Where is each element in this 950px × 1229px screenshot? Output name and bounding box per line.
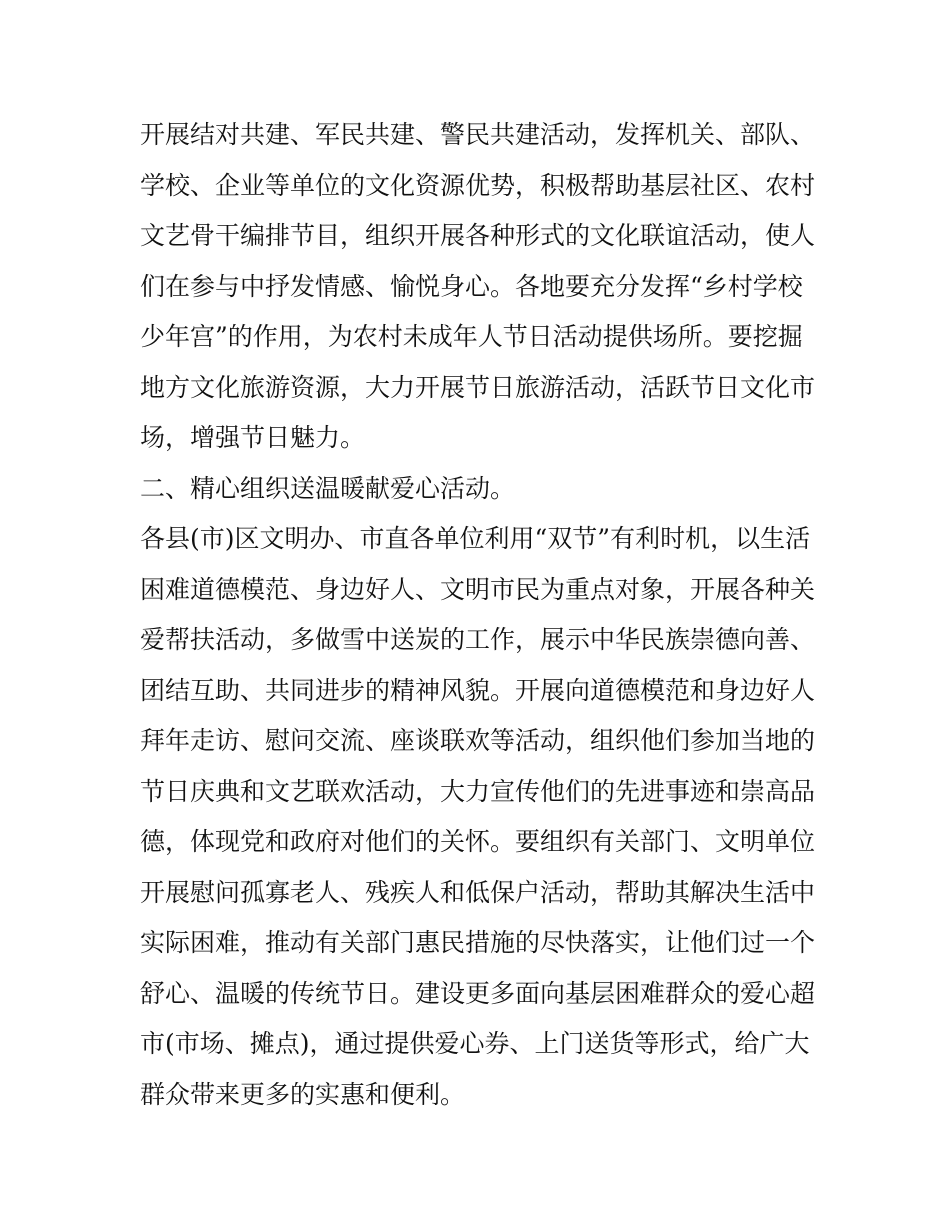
text-line: 各县(市)区文明办、市直各单位利用“双节”有利时机，以生活 — [140, 524, 811, 553]
text-line: 市(市场、摊点)，通过提供爱心券、上门送货等形式，给广大 — [140, 1029, 810, 1058]
text-line: 地方文化旅游资源，大力开展节日旅游活动，活跃节日文化市 — [140, 372, 816, 402]
text-line: 开展慰问孤寡老人、残疾人和低保户活动，帮助其解决生活中 — [140, 877, 816, 907]
text-line: 德，体现党和政府对他们的关怀。要组织有关部门、文明单位 — [140, 827, 816, 856]
text-line: 少年宫”的作用，为农村未成年人节日活动提供场所。要挖掘 — [140, 322, 803, 351]
text-line: 拜年走访、慰问交流、座谈联欢等活动，组织他们参加当地的 — [140, 726, 816, 755]
section-heading: 二、精心组织送温暖献爱心活动。 — [140, 473, 516, 503]
text-line: 文艺骨干编排节目，组织开展各种形式的文化联谊活动，使人 — [140, 221, 816, 250]
text-line: 团结互助、共同进步的精神风貌。开展向道德模范和身边好人 — [140, 675, 816, 705]
text-line: 学校、企业等单位的文化资源优势，积极帮助基层社区、农村 — [140, 170, 816, 200]
text-line: 爱帮扶活动，多做雪中送炭的工作，展示中华民族崇德向善、 — [140, 625, 816, 654]
text-line: 群众带来更多的实惠和便利。 — [140, 1079, 466, 1109]
text-line: 舒心、温暖的传统节日。建设更多面向基层困难群众的爱心超 — [140, 978, 816, 1008]
text-line: 们在参与中抒发情感、愉悦身心。各地要充分发挥“乡村学校 — [140, 271, 803, 301]
text-line: 实际困难，推动有关部门惠民措施的尽快落实，让他们过一个 — [140, 928, 816, 957]
text-line: 场，增强节日魅力。 — [140, 423, 366, 452]
text-line: 开展结对共建、军民共建、警民共建活动，发挥机关、部队、 — [140, 120, 816, 149]
document-body — [140, 110, 815, 1120]
text-line: 困难道德模范、身边好人、文明市民为重点对象，开展各种关 — [140, 574, 816, 604]
text-line: 节日庆典和文艺联欢活动，大力宣传他们的先进事迹和崇高品 — [140, 776, 816, 806]
